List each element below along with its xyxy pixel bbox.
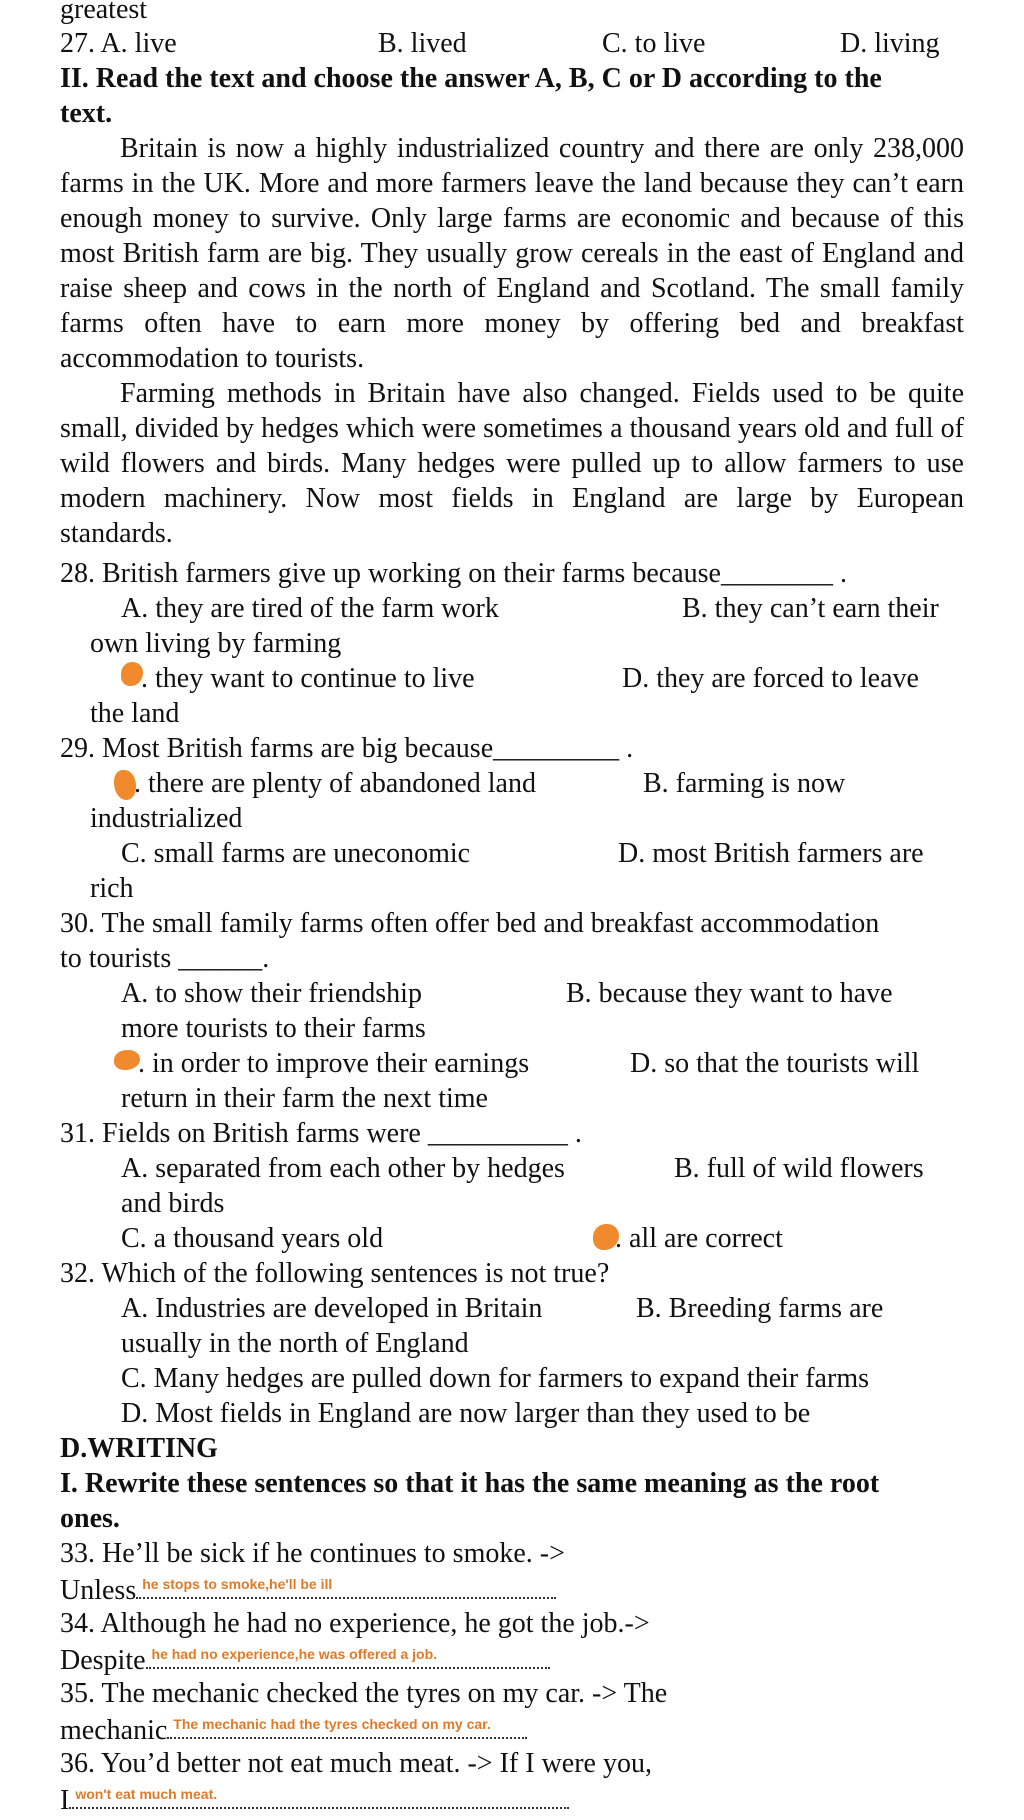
q33-lead: Unless [60,1575,137,1606]
q29-option-d-cont: rich [90,873,134,904]
q31-option-b-cont: and birds [121,1188,225,1219]
q34-dotted-blank [146,1641,550,1669]
q36-answer-line [60,1781,569,1816]
q31-option-c: C. a thousand years old [121,1223,384,1254]
q32-stem: 32. Which of the following sentences is not true? [60,1258,610,1289]
q32-option-d: D. Most fields in England are now larger than they used to be [121,1398,811,1429]
q34-answer-line [60,1641,550,1676]
q28-option-d: D. they are forced to leave [622,663,919,694]
q27-option-d: D. living [840,28,940,59]
passage-paragraph-1: Britain is now a highly industrialized country and there are only 238,000 farms in the UK. More and more farmers leave the land because they can’t earn enough money to survive. Only large farms are economic and because of this most British farm are big. They usually grow cereals in the east of England and raise sheep and cows in the north of England and Scotland. The small family farms often have to earn more money by offering bed and breakfast accommodation to tourists. [60,133,964,374]
q28-answer-mark [121,662,143,686]
q28-option-d-cont: the land [90,698,180,729]
reading-passage [60,131,964,551]
q28-option-b: B. they can’t earn their [682,593,939,624]
q35-prompt: 35. The mechanic checked the tyres on my car. -> The [60,1678,668,1709]
q28-stem: 28. British farmers give up working on their farms because________ . [60,558,847,589]
q31-option-d: . all are correct [615,1223,783,1254]
q32-option-b-cont: usually in the north of England [121,1328,469,1359]
q33-prompt: 33. He’ll be sick if he continues to smoke. -> [60,1538,565,1569]
q29-option-c: C. small farms are uneconomic [121,838,471,869]
writing-heading: D.WRITING [60,1433,218,1464]
passage-paragraph-2: Farming methods in Britain have also changed. Fields used to be quite small, divided by hedges which were sometimes a thousand years old and full of wild flowers and birds. Many hedges were pulled up to allow farmers to use modern machinery. Now most fields in England are large by European standards. [60,378,964,549]
section-ii-heading: II. Read the text and choose the answer A, B, C or D according to the [60,63,882,94]
q29-option-b: B. farming is now [643,768,846,799]
q31-option-a: A. separated from each other by hedges [121,1153,565,1184]
q34-prompt: 34. Although he had no experience, he got the job.-> [60,1608,650,1639]
q36-handwritten-answer: won't eat much meat. [75,1786,218,1802]
writing-instruction: I. Rewrite these sentences so that it has the same meaning as the root [60,1468,880,1499]
q31-option-b: B. full of wild flowers [674,1153,924,1184]
q33-handwritten-answer: he stops to smoke,he'll be ill [142,1576,333,1592]
q30-answer-mark [114,1050,140,1070]
q30-stem-cont: to tourists ______. [60,943,270,974]
q31-stem: 31. Fields on British farms were __________ . [60,1118,582,1149]
q35-answer-line [60,1711,527,1746]
q35-lead: mechanic [60,1715,168,1746]
q28-option-a: A. they are tired of the farm work [121,593,499,624]
q30-option-a: A. to show their friendship [121,978,422,1009]
q30-option-d-cont: return in their farm the next time [121,1083,488,1114]
q29-stem: 29. Most British farms are big because_________ . [60,733,634,764]
q29-option-a: . there are plenty of abandoned land [134,768,536,799]
q33-dotted-blank [136,1571,556,1599]
q34-lead: Despite [60,1645,146,1676]
q27-option-c: C. to live [602,28,706,59]
section-ii-heading-cont: text. [60,98,113,129]
q36-prompt: 36. You’d better not eat much meat. -> If I were you, [60,1748,652,1779]
q29-option-b-cont: industrialized [90,803,243,834]
q27-option-a: 27. A. live [60,28,177,59]
q34-handwritten-answer: he had no experience,he was offered a job. [151,1646,438,1662]
q30-stem: 30. The small family farms often offer bed and breakfast accommodation [60,908,880,939]
q35-dotted-blank [167,1711,527,1739]
q30-option-d: D. so that the tourists will [630,1048,920,1079]
top-fragment: greatest [60,0,148,25]
q32-option-b: B. Breeding farms are [636,1293,884,1324]
q28-option-c: . they want to continue to live [141,663,475,694]
q36-dotted-blank [69,1781,569,1809]
q29-answer-mark [114,770,136,800]
q30-option-b: B. because they want to have [566,978,893,1009]
q32-option-c: C. Many hedges are pulled down for farmers to expand their farms [121,1363,869,1394]
writing-instruction-cont: ones. [60,1503,120,1534]
q28-option-b-cont: own living by farming [90,628,342,659]
q33-answer-line [60,1571,556,1606]
q27-option-b: B. lived [378,28,467,59]
q35-handwritten-answer: The mechanic had the tyres checked on my car. [173,1716,491,1732]
q29-option-d: D. most British farmers are [618,838,924,869]
q30-option-b-cont: more tourists to their farms [121,1013,426,1044]
q32-option-a: A. Industries are developed in Britain [121,1293,543,1324]
q30-option-c: . in order to improve their earnings [138,1048,530,1079]
q36-lead: I [60,1785,70,1816]
